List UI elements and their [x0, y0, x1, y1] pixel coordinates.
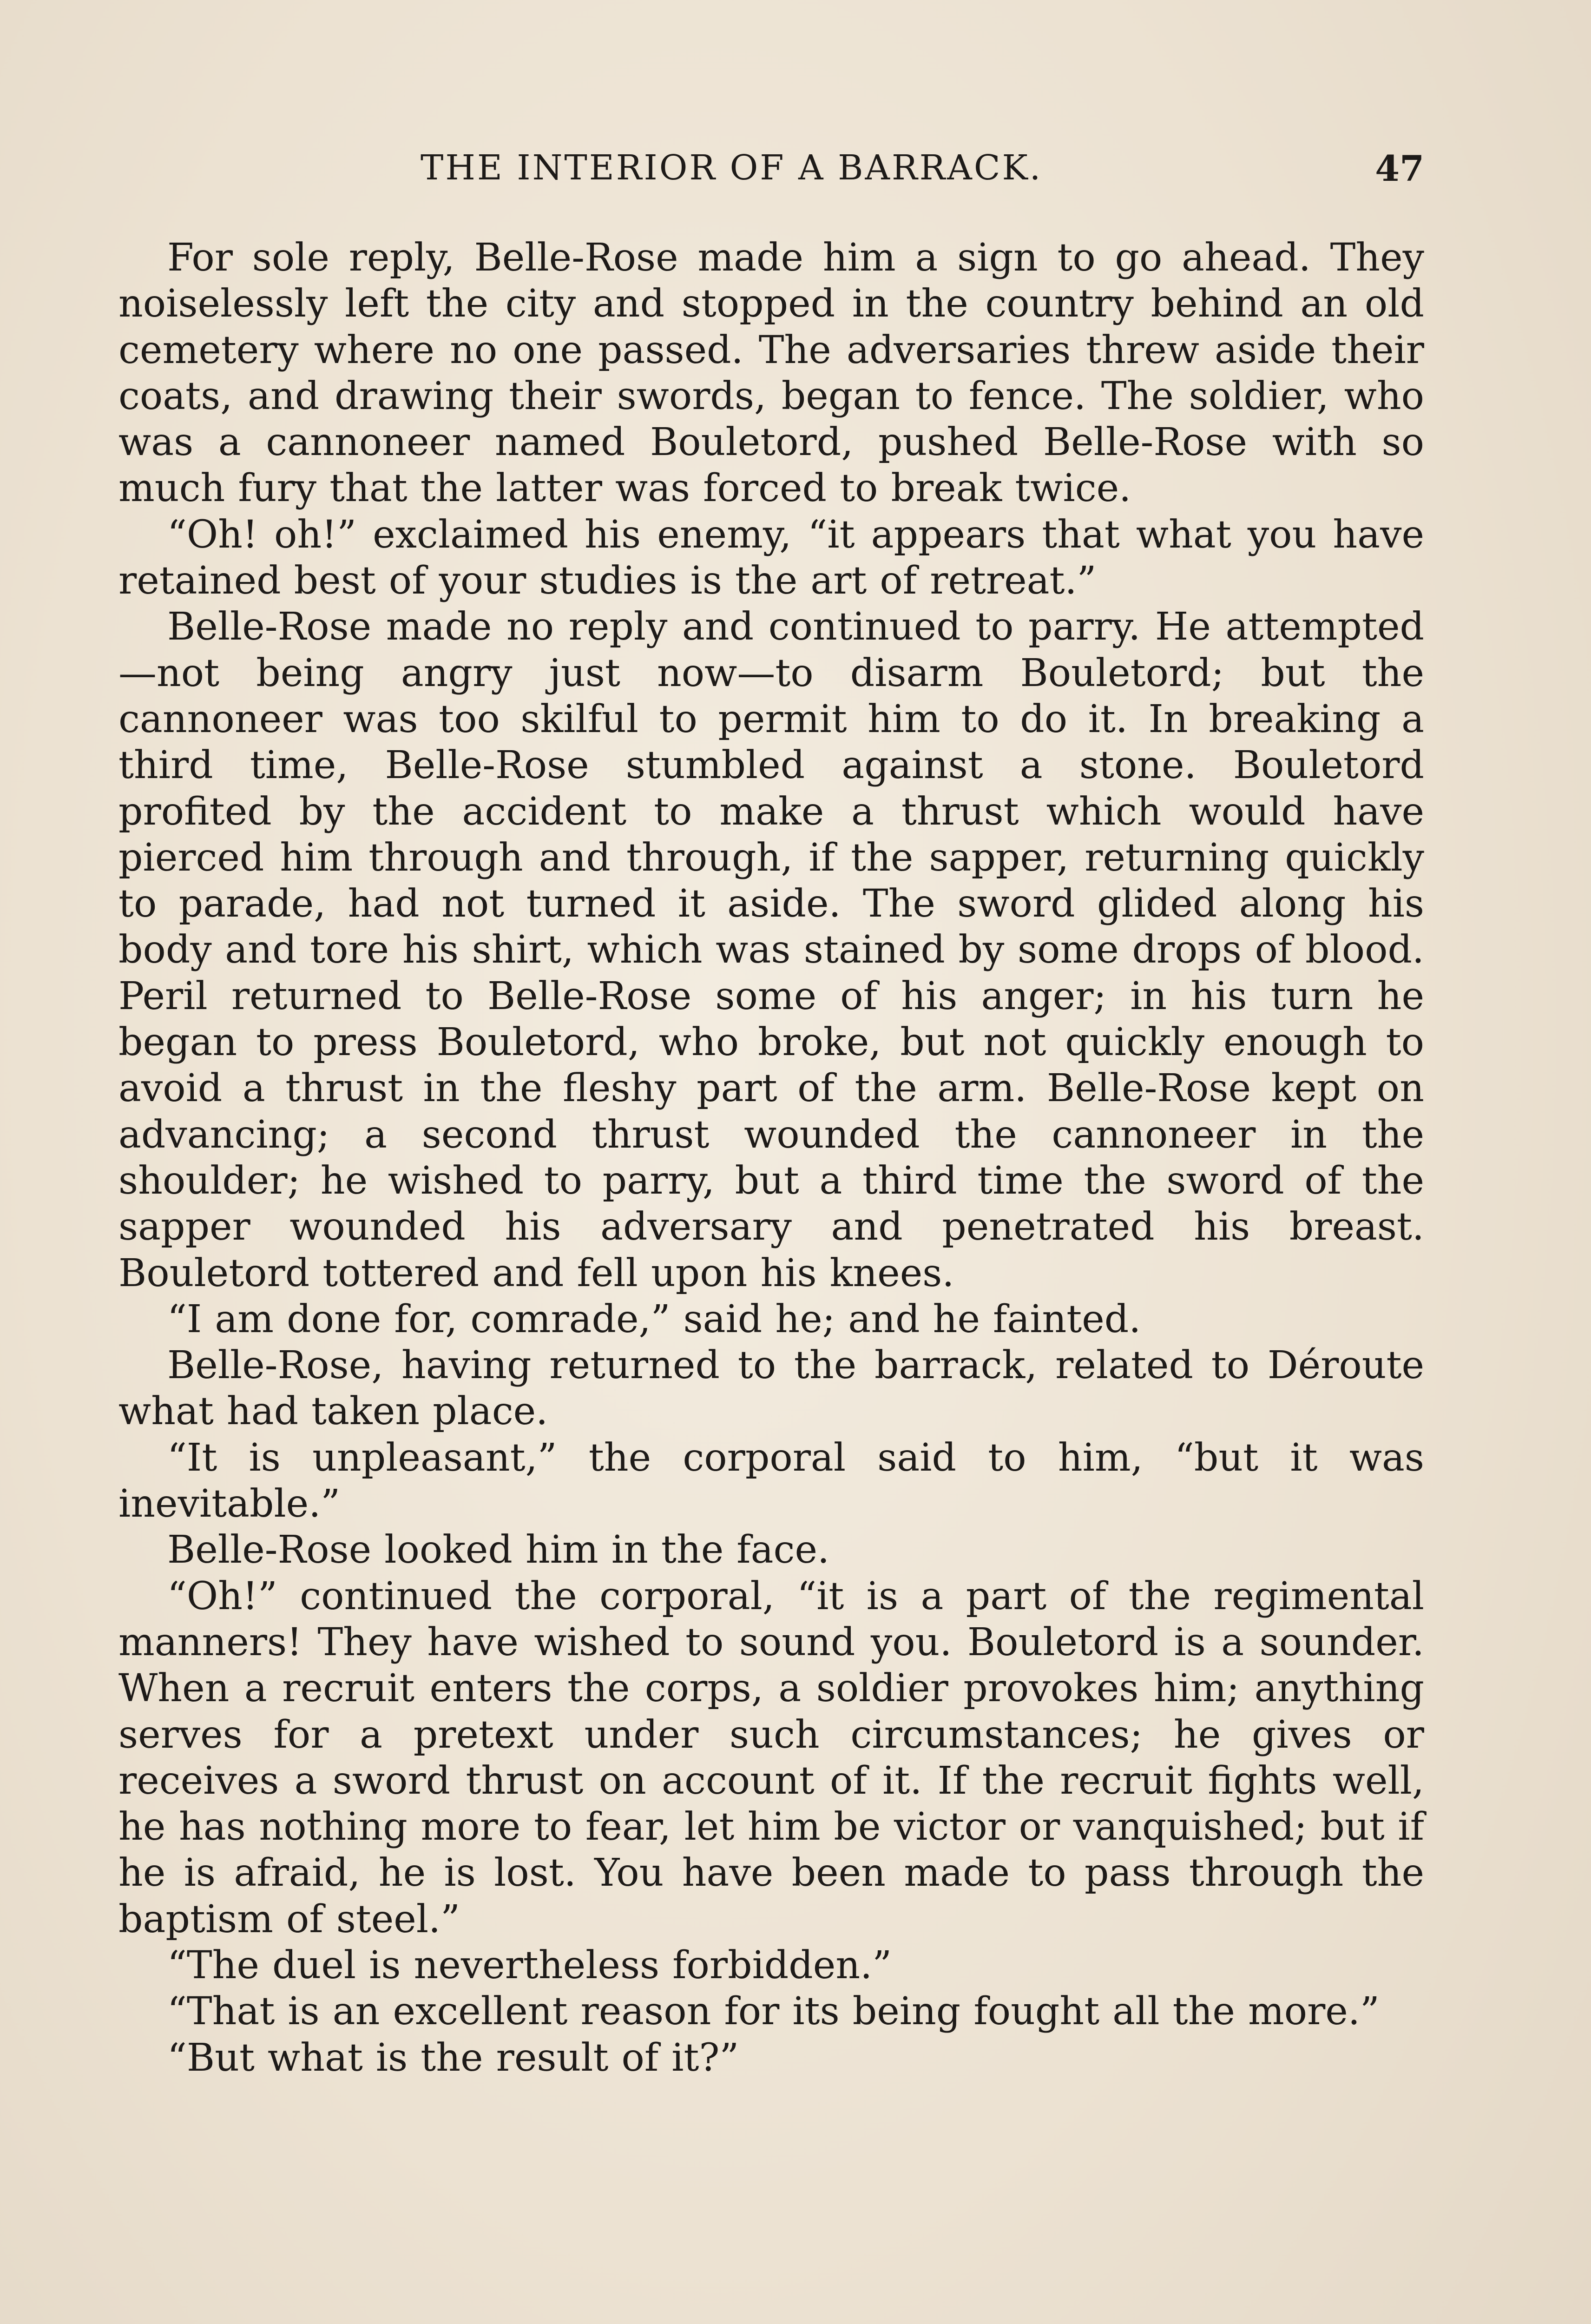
paragraph: “Oh!” continued the corporal, “it is a part of the regimental manners! They have wished to sound you. Bouletord is a sounder. When a recruit enters the corps, a soldier provokes him; anything serves for a pretext under such circumstances; he gives or receives a sword thrust on account of it. If the recruit fights well, he has nothing more to fear, let him be victor or vanquished; but if he is afraid, he is lost. You have been made to pass through the baptism of steel.”: [118, 1574, 1424, 1941]
paragraph: “I am done for, comrade,” said he; and he fainted.: [167, 1297, 1141, 1341]
paragraph: “That is an excellent reason for its being fought all the more.”: [167, 1989, 1380, 2034]
running-title: THE INTERIOR OF A BARRACK.: [421, 148, 1043, 188]
paragraph: “It is unpleasant,” the corporal said to him, “but it was inevitable.”: [118, 1435, 1424, 1526]
page-header: [118, 148, 1424, 199]
body-text: [118, 235, 1424, 2081]
page-number: 47: [1375, 148, 1424, 189]
paragraph: Belle-Rose, having returned to the barrack, related to Déroute what had taken place.: [118, 1343, 1424, 1434]
paragraph: Belle-Rose made no reply and continued to parry. He attempted—not being angry just now—to disarm Bouletord; but the cannoneer was too skilful to permit him to do it. In breaking a third time, Belle-Rose stumbled against a stone. Bouletord profited by the accident to make a thrust which would have pierced him through and through, if the sapper, returning quickly to parade, had not turned it aside. The sword glided along his body and tore his shirt, which was stained by some drops of blood. Peril returned to Belle-Rose some of his anger; in his turn he began to press Bouletord, who broke, but not quickly enough to avoid a thrust in the fleshy part of the arm. Belle-Rose kept on advancing; a second thrust wounded the cannoneer in the shoulder; he wished to parry, but a third time the sword of the sapper wounded his adversary and penetrated his breast. Bouletord tottered and fell upon his knees.: [118, 605, 1424, 1295]
paragraph: “Oh! oh!” exclaimed his enemy, “it appears that what you have retained best of your studies is the art of retreat.”: [118, 512, 1424, 603]
paragraph: Belle-Rose looked him in the face.: [167, 1528, 830, 1572]
paragraph: For sole reply, Belle-Rose made him a sign to go ahead. They noiselessly left the city and stopped in the country behind an old cemetery where no one passed. The adversaries threw aside their coats, and drawing their swords, began to fence. The soldier, who was a cannoneer named Bouletord, pushed Belle-Rose with so much fury that the latter was forced to break twice.: [118, 236, 1424, 511]
paragraph: “But what is the result of it?”: [167, 2035, 739, 2080]
paragraph: “The duel is nevertheless forbidden.”: [167, 1943, 892, 1987]
